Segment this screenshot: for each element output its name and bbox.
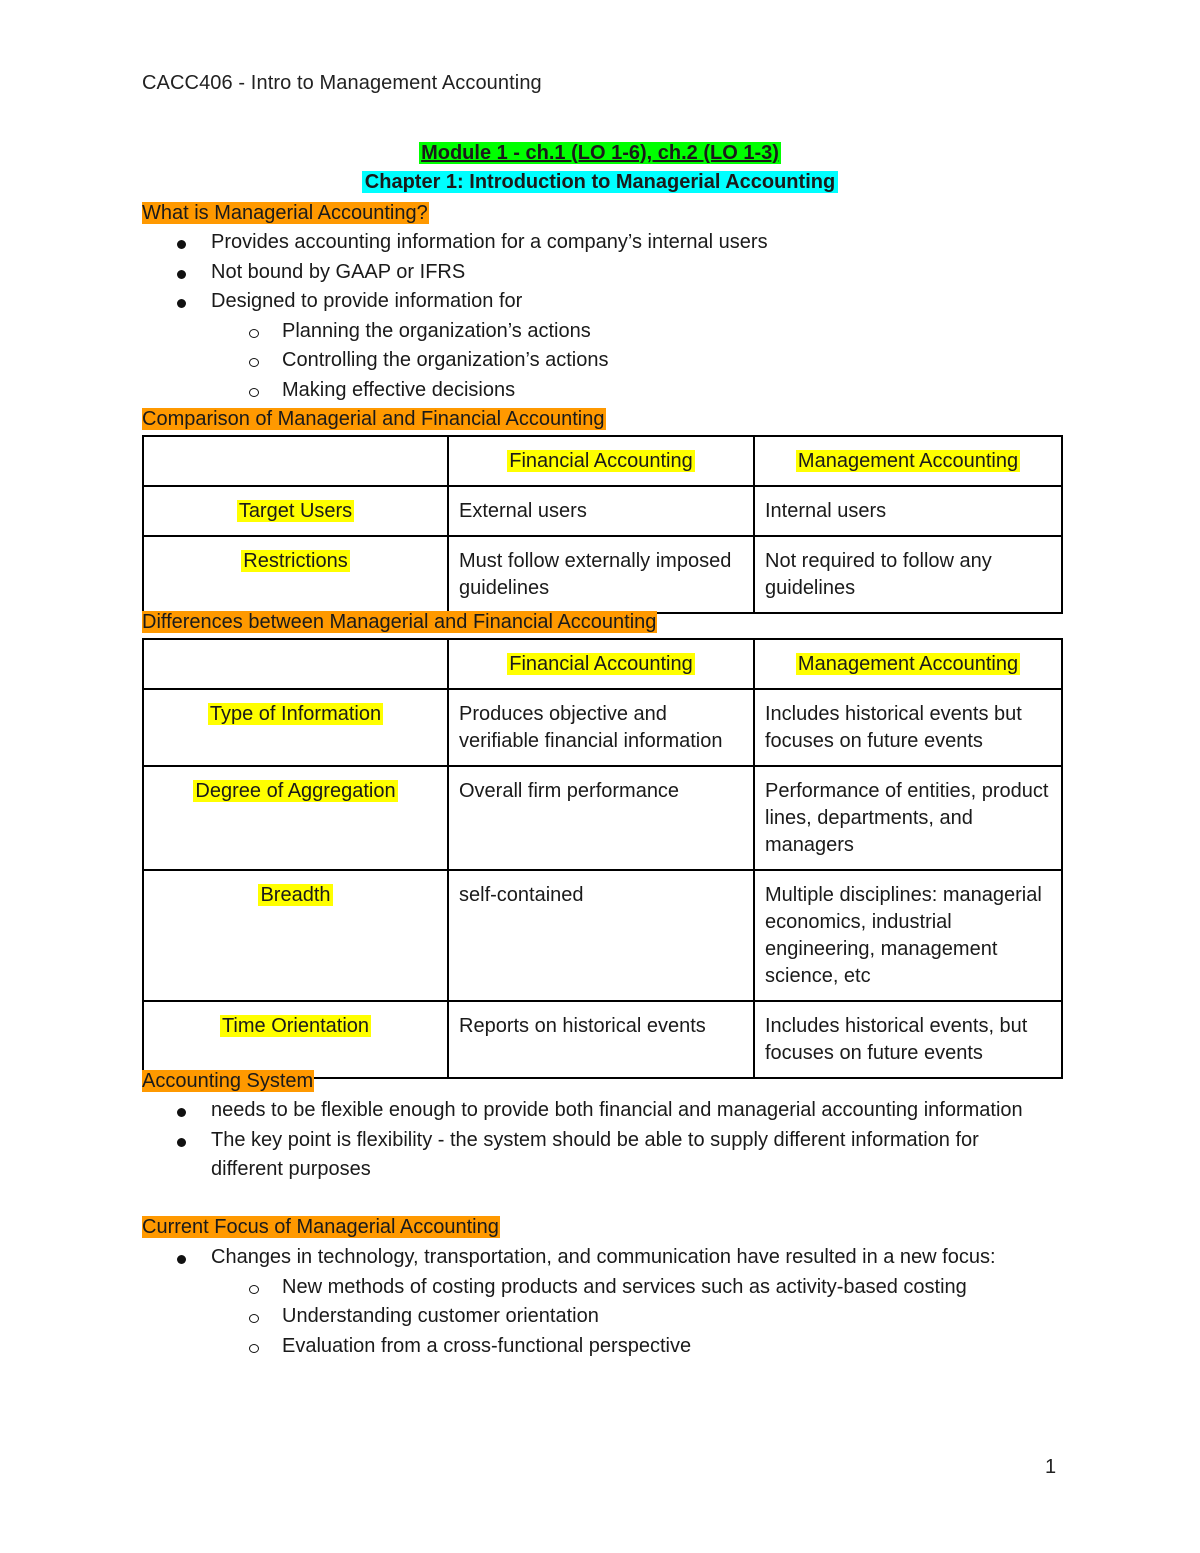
list-item: Designed to provide information for bbox=[0, 287, 1200, 317]
accounting-system-list bbox=[0, 1096, 1200, 1185]
table-cell: Overall firm performance bbox=[448, 766, 754, 870]
table-header-cell: Management Accounting bbox=[754, 436, 1062, 486]
row-label-cell: Target Users bbox=[143, 486, 448, 536]
table-cell: Internal users bbox=[754, 486, 1062, 536]
row-label-cell: Time Orientation bbox=[143, 1001, 448, 1078]
chapter-title: Chapter 1: Introduction to Managerial Accounting bbox=[0, 171, 1200, 194]
table-cell: Includes historical events but focuses on future events bbox=[754, 689, 1062, 766]
sub-bullet-icon bbox=[249, 358, 259, 367]
section-heading-comparison: Comparison of Managerial and Financial Accounting bbox=[142, 408, 605, 430]
table-cell: Must follow externally imposed guidelines bbox=[448, 536, 754, 613]
bullet-icon bbox=[177, 1255, 186, 1264]
sub-list-item: Making effective decisions bbox=[0, 376, 1200, 406]
section-heading-current-focus: Current Focus of Managerial Accounting bbox=[142, 1216, 499, 1238]
current-focus-list bbox=[0, 1243, 1200, 1361]
table-cell: Includes historical events, but focuses on future events bbox=[754, 1001, 1062, 1078]
table-header-row bbox=[143, 639, 1062, 689]
sub-list-item: Evaluation from a cross-functional perspective bbox=[0, 1332, 1200, 1362]
table-row bbox=[143, 870, 1062, 1001]
sub-bullet-icon bbox=[249, 388, 259, 397]
table-header-cell: Financial Accounting bbox=[448, 639, 754, 689]
list-item: needs to be flexible enough to provide both financial and managerial accounting information bbox=[0, 1096, 1200, 1126]
comparison-table bbox=[142, 435, 1063, 614]
row-label-cell: Type of Information bbox=[143, 689, 448, 766]
row-label-cell: Restrictions bbox=[143, 536, 448, 613]
table-cell: Multiple disciplines: managerial economics, industrial engineering, management science, etc bbox=[754, 870, 1062, 1001]
table-cell: Performance of entities, product lines, departments, and managers bbox=[754, 766, 1062, 870]
table-header-cell: Financial Accounting bbox=[448, 436, 754, 486]
sub-bullet-icon bbox=[249, 1285, 259, 1294]
sub-bullet-icon bbox=[249, 1344, 259, 1353]
section-heading-differences: Differences between Managerial and Financial Accounting bbox=[142, 611, 657, 633]
sub-bullet-icon bbox=[249, 329, 259, 338]
what-is-list bbox=[0, 228, 1200, 405]
list-item: Provides accounting information for a company’s internal users bbox=[0, 228, 1200, 258]
sub-list-item: New methods of costing products and services such as activity-based costing bbox=[0, 1273, 1200, 1303]
table-header-row bbox=[143, 436, 1062, 486]
page-number: 1 bbox=[1045, 1456, 1057, 1478]
table-row bbox=[143, 766, 1062, 870]
sub-list-item: Understanding customer orientation bbox=[0, 1302, 1200, 1332]
list-item: Changes in technology, transportation, and communication have resulted in a new focus: bbox=[0, 1243, 1200, 1273]
table-cell: Produces objective and verifiable financial information bbox=[448, 689, 754, 766]
table-cell: Not required to follow any guidelines bbox=[754, 536, 1062, 613]
sub-list-item: Controlling the organization’s actions bbox=[0, 346, 1200, 376]
bullet-icon bbox=[177, 299, 186, 308]
bullet-icon bbox=[177, 1108, 186, 1117]
table-row bbox=[143, 486, 1062, 536]
table-row bbox=[143, 1001, 1062, 1078]
sub-bullet-icon bbox=[249, 1314, 259, 1323]
section-heading-what-is: What is Managerial Accounting? bbox=[142, 202, 428, 224]
list-item: Not bound by GAAP or IFRS bbox=[0, 258, 1200, 288]
bullet-icon bbox=[177, 240, 186, 249]
table-header-cell: Management Accounting bbox=[754, 639, 1062, 689]
sub-list-item: Planning the organization’s actions bbox=[0, 317, 1200, 347]
module-title: Module 1 - ch.1 (LO 1-6), ch.2 (LO 1-3) bbox=[421, 142, 779, 164]
list-item: The key point is flexibility - the system should be able to supply different information for different purposes bbox=[0, 1126, 1200, 1185]
table-row bbox=[143, 536, 1062, 613]
section-heading-accounting-system: Accounting System bbox=[142, 1070, 314, 1092]
table-header-cell bbox=[143, 436, 448, 486]
bullet-icon bbox=[177, 270, 186, 279]
course-header: CACC406 - Intro to Management Accounting bbox=[142, 72, 542, 94]
table-cell: External users bbox=[448, 486, 754, 536]
row-label-cell: Degree of Aggregation bbox=[143, 766, 448, 870]
table-header-cell bbox=[143, 639, 448, 689]
bullet-icon bbox=[177, 1138, 186, 1147]
table-cell: Reports on historical events bbox=[448, 1001, 754, 1078]
table-row bbox=[143, 689, 1062, 766]
table-cell: self-contained bbox=[448, 870, 754, 1001]
row-label-cell: Breadth bbox=[143, 870, 448, 1001]
differences-table bbox=[142, 638, 1063, 1079]
